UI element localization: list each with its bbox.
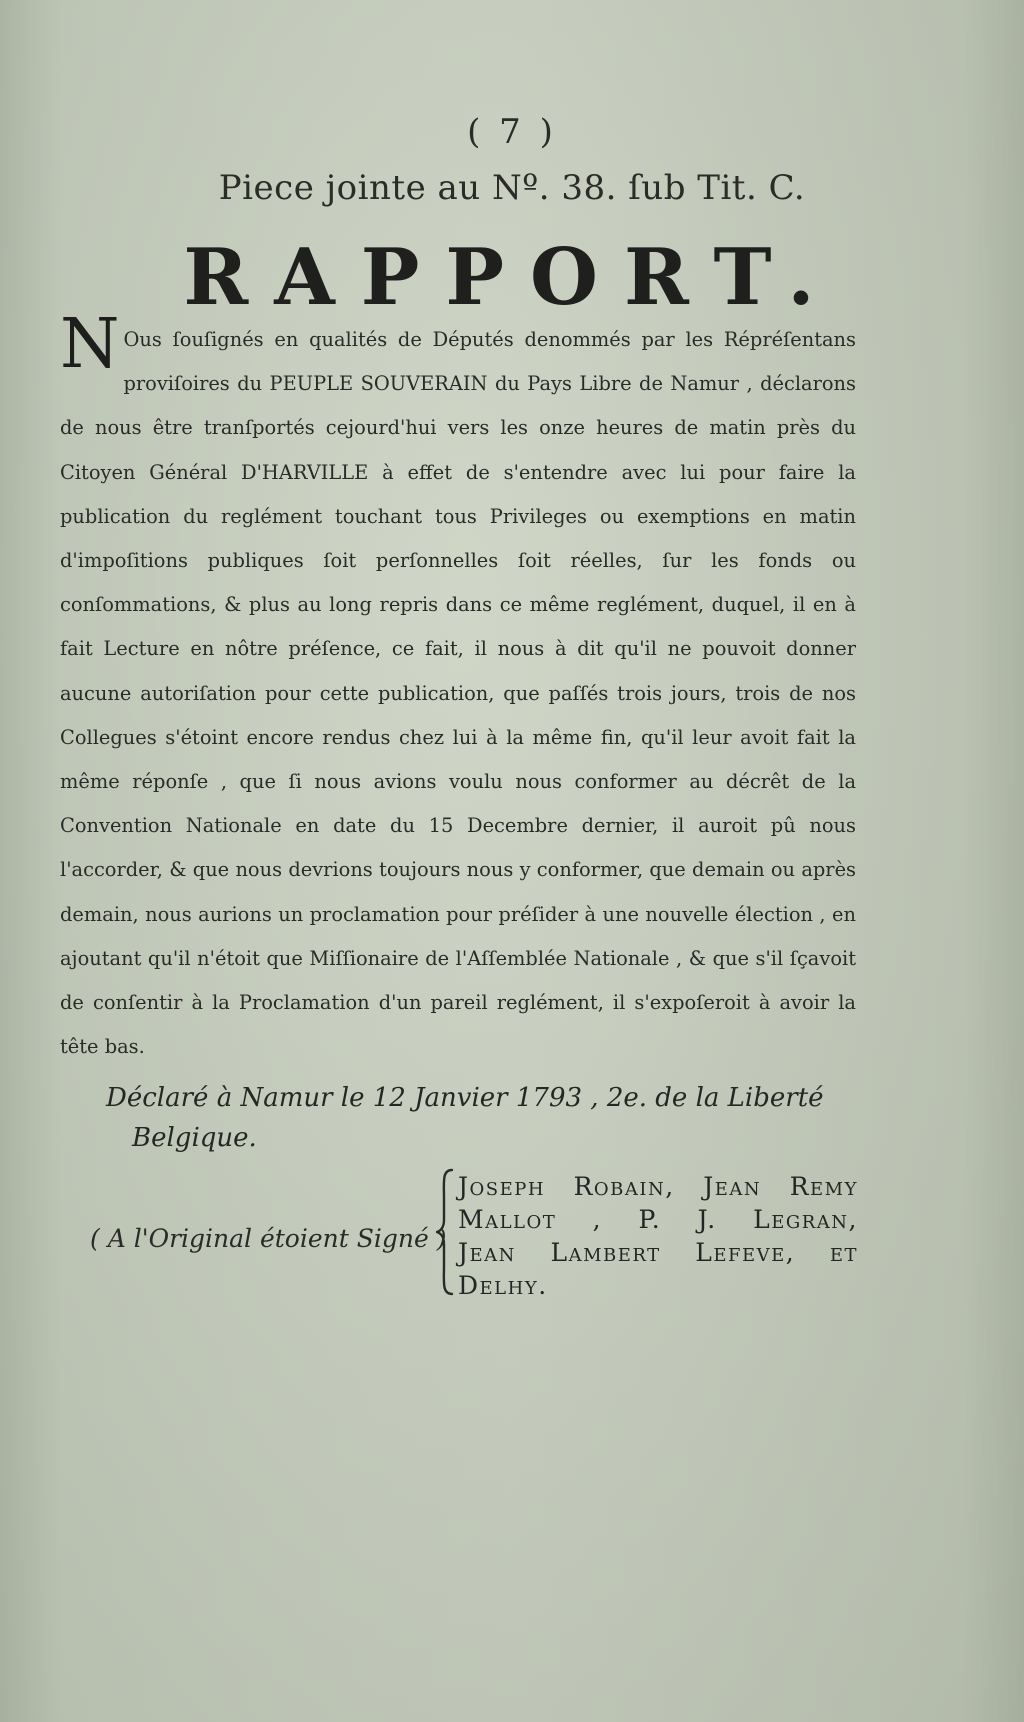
signatory-line: Joseph Robain, Jean Remy: [458, 1172, 858, 1201]
report-body: [60, 305, 856, 1069]
signatory-line: Mallot , P. J. Legran,: [458, 1205, 858, 1234]
document-subtitle: Piece jointe au Nº. 38. ſub Tit. C.: [218, 168, 806, 208]
report-body-text: Ous ſouſignés en qualités de Députés denommés par les Répréſentans proviſoires du PEUPLE SOUVERAIN du Pays Libre de Namur , déclarons de nous être tranſportés cejourd'hui vers les onze heures de matin près du Citoyen Général D'HARVILLE à effet de s'entendre avec lui pour faire la publication du reglément touchant tous Privileges ou exemptions en matin d'impoſitions publiques ſoit perſonnelles ſoit réelles, ſur les fonds ou conſommations, & plus au long repris dans ce même reglément, duquel, il en à fait Lecture en nôtre préſence, ce fait, il nous à dit qu'il ne pouvoit donner aucune autoriſation pour cette publication, que paſſés trois jours, trois de nos Collegues s'étoint encore rendus chez lui à la même fin, qu'il leur avoit fait la même réponſe , que ſi nous avions voulu nous conformer au décrêt de la Convention Nationale en date du 15 Decembre dernier, il auroit pû nous l'accorder, & que nous devrions toujours nous y conformer, que demain ou après demain, nous aurions un proclamation pour préſider à une nouvelle élection , en ajoutant qu'il n'étoit que Miſſionaire de l'Aſſemblée Nationale , & que s'il ſçavoit de conſentir à la Proclamation d'un pareil reglément, il s'expoſeroit à avoir la tête bas.: [60, 328, 856, 1059]
document-title: RAPPORT.: [183, 232, 841, 323]
declaration-line-2: Belgique.: [132, 1123, 257, 1153]
declaration: [106, 1078, 866, 1158]
signed-label: ( A l'Original étoient Signé ): [90, 1224, 447, 1253]
page-number: ( 7 ): [467, 112, 557, 152]
brace-icon: [436, 1168, 454, 1296]
declaration-line-1: Déclaré à Namur le 12 Janvier 1793 , 2e. de la Liberté: [106, 1083, 824, 1113]
signatories: [458, 1170, 858, 1302]
signatory-line: Jean Lambert Lefeve, et: [458, 1238, 858, 1267]
signatory-line: Delhy.: [458, 1271, 548, 1300]
drop-cap: N: [60, 305, 120, 384]
